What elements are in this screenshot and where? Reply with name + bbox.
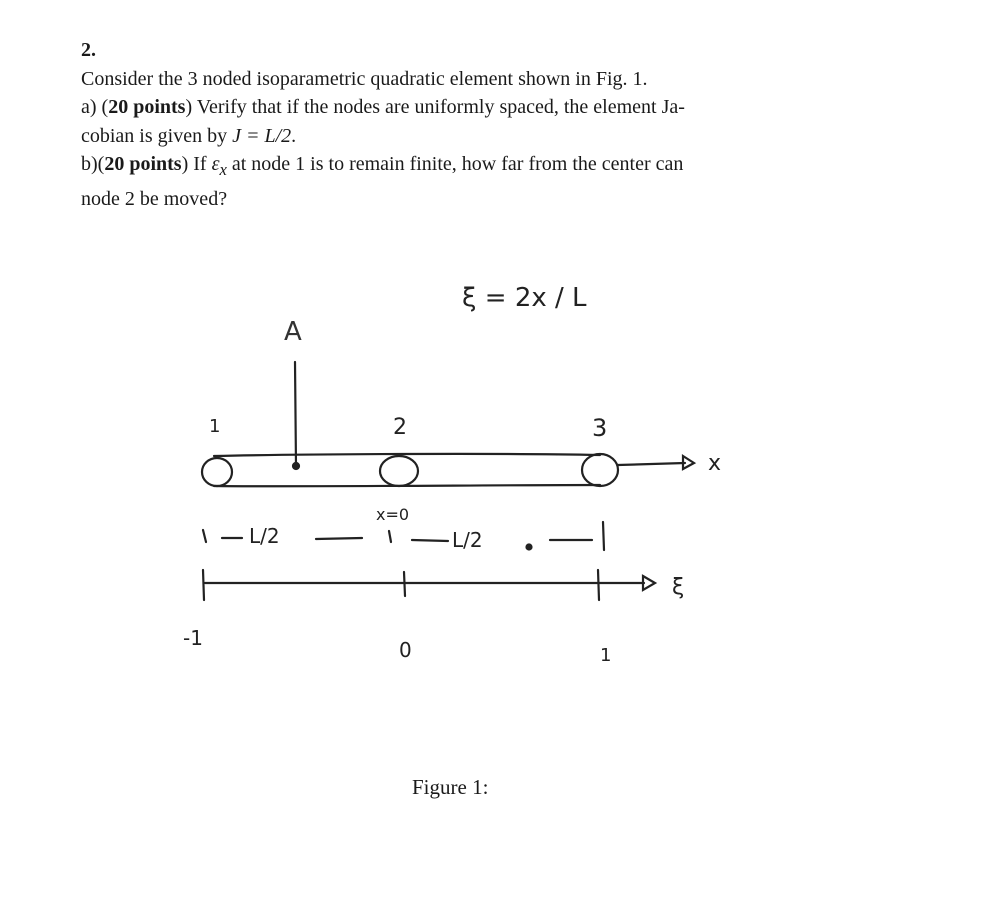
part-a-continued: cobian is given by J = L/2. (81, 124, 297, 147)
origin-label: x=0 (376, 505, 410, 524)
xi-tick-one: 1 (600, 645, 612, 666)
element-bar-top (214, 454, 600, 456)
point-a-marker (293, 463, 299, 469)
dim-tick-right (603, 522, 604, 550)
dim-length-right: L/2 (452, 528, 483, 552)
dim-center-tick (389, 531, 391, 542)
xi-tick-zero: 0 (399, 638, 412, 662)
dim-dot (527, 545, 532, 550)
problem-number: 2. (81, 39, 96, 61)
node-3-label: 3 (592, 414, 608, 442)
node-2-circle (380, 456, 418, 486)
part-b-points: 20 points (104, 153, 182, 175)
node-1-label: 1 (209, 416, 221, 437)
xi-axis-start-tick (203, 570, 204, 600)
part-a: a) (20 points) Verify that if the nodes are uniformly spaced, the element Ja- (81, 96, 685, 118)
jacobian-formula: J = L/2 (232, 124, 292, 147)
xi-axis-label: ξ (672, 575, 685, 600)
point-a-label: A (284, 317, 302, 347)
node-2-label: 2 (393, 415, 407, 440)
part-b: b)(20 points) If $\varepsilon_x$ at node 1 is to remain finite, how far from the center can (81, 153, 684, 179)
mapping-label: ξ = 2x / L (462, 283, 587, 313)
strain-symbol: $\varepsilon_x$ (211, 153, 227, 179)
xi-axis-end-tick (598, 570, 599, 600)
dim-dash-left-2 (316, 538, 362, 539)
dim-tick-left (203, 530, 206, 542)
point-a-leader (295, 362, 296, 466)
problem-intro: Consider the 3 noded isoparametric quadratic element shown in Fig. 1. (81, 67, 648, 90)
part-a-points: 20 points (108, 96, 186, 118)
node-1-circle (202, 458, 232, 486)
x-axis-line (618, 463, 685, 465)
dim-dash-right-1 (412, 540, 448, 541)
x-axis-label: x (708, 451, 722, 476)
figure-caption: Figure 1: (412, 775, 489, 799)
xi-axis-center-tick (404, 572, 405, 596)
node-3-circle (582, 454, 618, 486)
part-b-continued: node 2 be moved? (81, 187, 228, 210)
dim-length-left: L/2 (249, 524, 280, 548)
xi-tick-minus-one: -1 (183, 626, 203, 650)
